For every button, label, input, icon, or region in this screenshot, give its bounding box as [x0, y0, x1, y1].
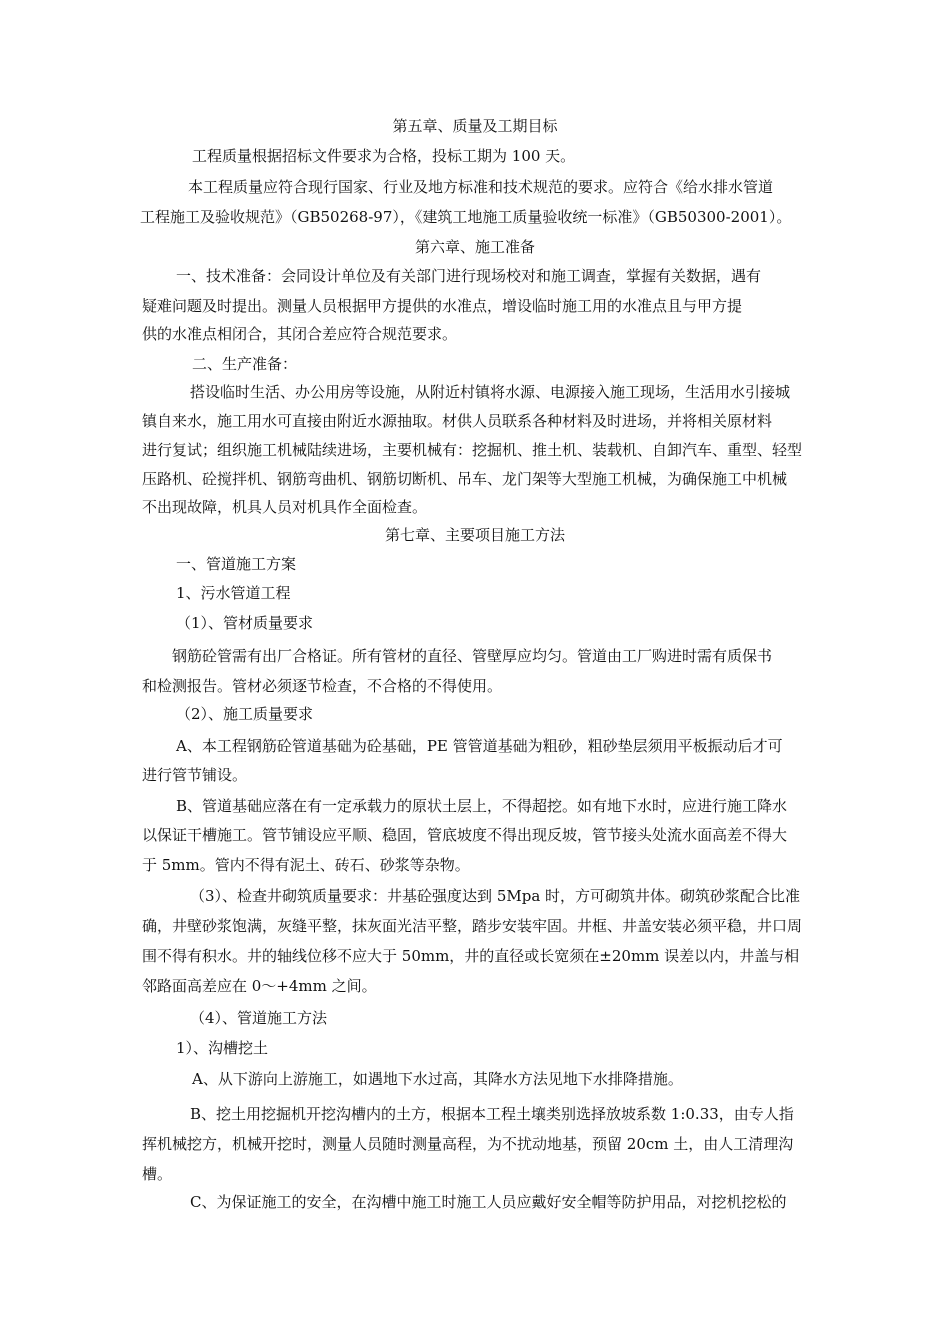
chapter-5-title: 第五章、质量及工期目标 [392, 117, 558, 135]
section-construction-quality: （2）、施工质量要求 [176, 705, 314, 723]
ch5-paragraph-2-line-1: 本工程质量应符合现行国家、行业及地方标准和技术规范的要求。应符合《给水排水管道 [188, 178, 774, 196]
chapter-6-title: 第六章、施工准备 [414, 238, 535, 256]
production-prep-line-1: 搭设临时生活、办公用房等设施，从附近村镇将水源、电源接入施工现场，生活用水引接城 [190, 383, 791, 401]
section-pipe-method: （4）、管道施工方法 [190, 1009, 328, 1027]
production-prep-line-3: 进行复试；组织施工机械陆续进场，主要机械有：挖掘机、推土机、装载机、自卸汽车、重型、轻型 [142, 441, 803, 459]
section-sewer-works: 1、污水管道工程 [176, 584, 291, 602]
manhole-quality-line-3: 围不得有积水。井的轴线位移不应大于 50mm，井的直径或长宽须在±20mm 误差以内，井盖与相 [142, 947, 800, 965]
chapter-7-title: 第七章、主要项目施工方法 [384, 526, 565, 544]
trench-b-line-1: B、挖土用挖掘机开挖沟槽内的土方，根据本工程土壤类别选择放坡系数 1:0.33，由专人指 [190, 1105, 794, 1123]
trench-c-line-1: C、为保证施工的安全，在沟槽中施工时施工人员应戴好安全帽等防护用品，对挖机挖松的 [190, 1193, 787, 1211]
ch5-paragraph-1: 工程质量根据招标文件要求为合格，投标工期为 100 天。 [192, 147, 576, 165]
manhole-quality-line-1: （3）、检查井砌筑质量要求：井基砼强度达到 5Mpa 时，方可砌筑井体。砌筑砂浆配合比准 [190, 887, 801, 905]
ch5-paragraph-2-line-2: 工程施工及验收规范》（GB50268-97），《建筑工地施工质量验收统一标准》（GB50300-2001）。 [140, 208, 792, 226]
tech-prep-line-2: 疑难问题及时提出。测量人员根据甲方提供的水准点，增设临时施工用的水准点且与甲方提 [142, 297, 743, 315]
quality-b-line-3: 于 5mm。管内不得有泥土、砖石、砂浆等杂物。 [142, 856, 470, 874]
trench-a: A、从下游向上游施工，如遇地下水过高，其降水方法见地下水排降措施。 [192, 1070, 683, 1088]
section-trench-excavation: 1）、沟槽挖土 [176, 1039, 269, 1057]
pipe-quality-line-2: 和检测报告。管材必须逐节检查，不合格的不得使用。 [142, 677, 503, 695]
production-prep-line-4: 压路机、砼搅拌机、钢筋弯曲机、钢筋切断机、吊车、龙门架等大型施工机械，为确保施工中机械 [142, 470, 788, 488]
manhole-quality-line-4: 邻路面高差应在 0～+4mm 之间。 [142, 977, 377, 995]
tech-prep-line-1: 一、技术准备：会同设计单位及有关部门进行现场校对和施工调查，掌握有关数据，遇有 [176, 267, 762, 285]
trench-b-line-3: 槽。 [142, 1165, 173, 1183]
production-prep-line-5: 不出现故障，机具人员对机具作全面检查。 [142, 498, 428, 516]
trench-b-line-2: 挥机械挖方，机械开挖时，测量人员随时测量高程，为不扰动地基，预留 20cm 土，由人工清理沟 [142, 1135, 794, 1153]
quality-a-line-2: 进行管节铺设。 [142, 766, 248, 784]
production-prep-line-2: 镇自来水，施工用水可直接由附近水源抽取。材供人员联系各种材料及时进场，并将相关原材料 [142, 412, 773, 430]
pipe-quality-line-1: 钢筋砼管需有出厂合格证。所有管材的直径、管壁厚应均匀。管道由工厂购进时需有质保书 [172, 647, 773, 665]
tech-prep-line-3: 供的水准点相闭合，其闭合差应符合规范要求。 [142, 325, 458, 343]
quality-a-line-1: A、本工程钢筋砼管道基础为砼基础，PE 管管道基础为粗砂，粗砂垫层须用平板振动后才可 [176, 737, 783, 755]
production-prep-heading: 二、生产准备： [192, 355, 298, 373]
quality-b-line-2: 以保证干槽施工。管节铺设应平顺、稳固，管底坡度不得出现反坡，管节接头处流水面高差不得大 [142, 826, 788, 844]
section-pipe-plan: 一、管道施工方案 [176, 555, 297, 573]
quality-b-line-1: B、管道基础应落在有一定承载力的原状土层上，不得超挖。如有地下水时，应进行施工降水 [176, 797, 788, 815]
manhole-quality-line-2: 确，井壁砂浆饱满，灰缝平整，抹灰面光洁平整，踏步安装牢固。井框、井盖安装必须平稳，井口周 [142, 917, 803, 935]
section-pipe-quality: （1）、管材质量要求 [176, 614, 314, 632]
